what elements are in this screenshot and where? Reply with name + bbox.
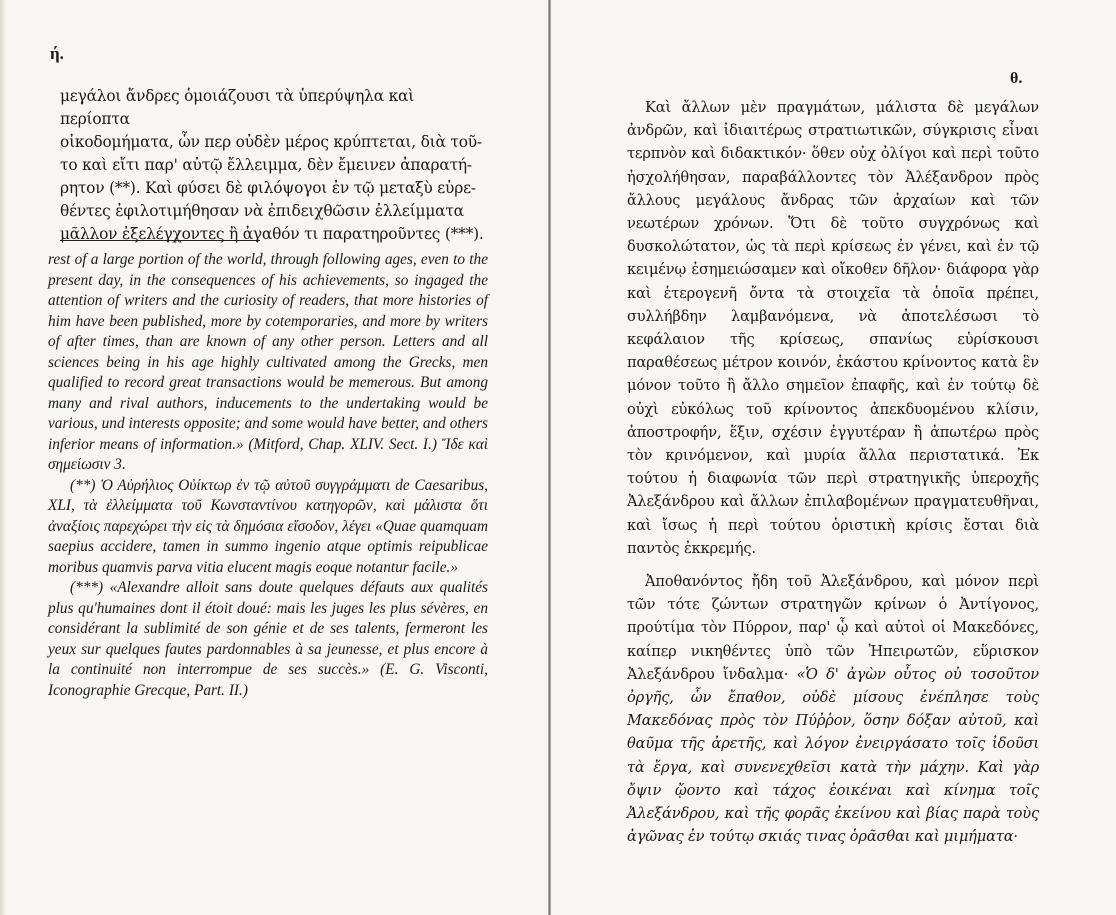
footnote-continued: rest of a large portion of the world, through following ages, even to the present day, in the consequences of his achievements, so ingaged the attention of writers and the curiosity of readers, that more histories of him have been published, more by cotemporaries, and more by writers of after times, than are known of any other person. Letters and all sciences being in his age highly cultivated among the Grecks, men qualified to record great transactions would be memerous. But among many and rival authors, inducements to the undertaking would be various, und interests opposite; and some would have better, and others inferior means of information.» (Mitford, Chap. XLIV. Sect. I.) Ἴδε καὶ σημείωσιν 3. xyxy=(48,251,488,473)
footnote-triple-star: (***) «Alexandre alloit sans doute quelques défauts aux qualités plus qu'humaines dont il étoit doué: mais les juges les plus sévères, en considérant la sublimité de son génie et de ses talents, fermeront les yeux sur quelques fautes pardonnables à sa jeunesse, et plus encore à la continuité non interrompue de ses succès.» (E. G. Visconti, Iconographie Grecque, Part. II.) xyxy=(48,579,488,699)
footnotes xyxy=(48,250,488,701)
greek-line: μᾶλλον ἐξελέγχοντες ἢ ἀγαθόν τι παρατηροῦντες (***). xyxy=(60,225,484,243)
left-greek-text xyxy=(60,85,485,246)
left-page xyxy=(0,0,548,915)
paragraph-antigonus-intro: Ἀποθανόντος ἤδη τοῦ Ἀλεξάνδρου, καὶ μόνον περὶ τῶν τότε ζώντων στρατηγῶν κρίνων ὁ Ἀντίγονος, προύτίμα τὸν Πύρρον, παρ' ᾧ καὶ αὐτοὶ οἱ Μακεδόνες, καίπερ νικηθέντες ὑπὸ τῶν Ἠπειρωτῶν, εὕρισκον Ἀλεξάνδρου ἴνδαλμα· xyxy=(627,573,1039,683)
greek-line: θέντες ἐφιλοτιμήθησαν νὰ ἐπιδειχθῶσιν ἐλλείμματα xyxy=(60,202,464,220)
greek-line: οἰκοδομήματα, ὧν περ οὐδὲν μέρος κρύπτεται, διὰ τοῦ- xyxy=(60,133,482,151)
footnote-double-star: (**) Ὁ Αὐρήλιος Οὐίκτωρ ἐν τῷ αὐτοῦ συγγράμματι de Caesaribus, XLI, τὰ ἐλλείμματα τοῦ Κωνσταντίνου κατηγορῶν, καὶ μάλιστα ὅτι ἀναξίοις παρεχώρει τὴν εἰς τὰ δημόσια εἴσοδον, λέγει «Quae quamquam saepius accidere, tamen in summo ingenio atque optimis reipublicae moribus quamvis parva vitia elucent magis eoque notantur facile.» xyxy=(48,476,488,576)
right-page-number: θ. xyxy=(1010,70,1023,87)
plutarch-quote: «Ὁ δ' ἀγὼν οὗτος οὐ τοσοῦτον ὀργῆς, ὧν ἔπαθον, οὐδὲ μίσους ἐνέπλησε τοὺς Μακεδόνας πρὸς τὸν Πύῤῥον, ὅσην δόξαν αὐτοῦ, καὶ θαῦμα τῆς ἀρετῆς, καὶ λόγον ἐνειργάσατο τοῖς ἰδοῦσι τὰ ἔργα, καὶ συνενεχθεῖσι κατὰ τὴν μάχην. Καὶ γὰρ ὄψιν ᾤοντο καὶ τάχος ἐοικέναι καὶ κίνημα τοῖς Ἀλεξάνδρου, καὶ τῆς φορᾶς ἐκείνου καὶ βίας παρὰ τοὺς ἀγῶνας ἐν τούτῳ σκιάς τινας ὁρᾶσθαι καὶ μιμήματα· xyxy=(627,665,1039,846)
paragraph-comparison: Καὶ ἄλλων μὲν πραγμάτων, μάλιστα δὲ μεγάλων ἀνδρῶν, καὶ ἰδιαιτέρως στρατιωτικῶν, σύγκρισις εἶναι τερπνὸν καὶ διδακτικόν· ὅθεν οὐχ ὀλίγοι καὶ περὶ τοῦτο ἠσχολήθησαν, παραβάλλοντες τὸν Ἀλέξανδρον πρὸς ἄλλους μεγάλους ἄνδρας τῶν ἀρχαίων καὶ τῶν νεωτέρων χρόνων. Ὅτι δὲ τοῦτο συγχρόνως καὶ δυσκολώτατον, ὡς τὰ περὶ κρίσεως ἐν γένει, καὶ ἐν τῷ κειμένῳ ἐσημειώσαμεν καὶ οἴκοθεν δῆλον· διάφορα γὰρ καὶ ἑτερογενῆ ὄντα τὰ στοιχεῖα τὰ ὁποῖα πρέπει, συλλήβδην λαμβανόμενα, νὰ ἀποτελέσωσι τὸ κεφάλαιον τῆς κρίσεως, σπανίως εὑρίσκουσι παραθέσεως μέτρον κοινόν, ἑκάστου κρίνοντος κατὰ ἓν μόνον τοῦτο ἢ ἄλλο σημεῖον ἐπαφῆς, καὶ ἐν τούτῳ δὲ οὐχὶ εὐκόλως τοῦ κρίνοντος ἀπεκδυομένου κλίσιν, ἀποστροφήν, ἕξιν, σχέσιν ἐγγυτέραν ἢ ἀπωτέρω πρὸς τὸν κρινόμενον, καὶ μυρία ἄλλα περιστατικά. Ἐκ τούτου ἡ διαφωνία τῶν περὶ στρατηγικῆς ὑπεροχῆς Ἀλεξάνδρου καὶ ἄλλων ἐπιλαβομένων πραγματευθῆναι, καὶ ἴσως ἡ περὶ τούτου ὁριστικὴ κρίσις ἔσται διὰ παντὸς ἐκκρεμής. xyxy=(627,99,1039,557)
footnote-divider xyxy=(60,240,260,241)
left-page-number: ή. xyxy=(50,44,64,63)
paragraph-gap xyxy=(627,560,1039,570)
book-gutter xyxy=(548,0,551,915)
right-page xyxy=(552,0,1116,915)
paragraph-antigonus xyxy=(627,570,1039,848)
greek-line: μεγάλοι ἄνδρες ὁμοιάζουσι τὰ ὑπερύψηλα καὶ περίοπτα xyxy=(60,87,415,128)
right-body-text xyxy=(627,96,1039,849)
greek-line: το καὶ εἴτι παρ' αὐτῷ ἔλλειμμα, δὲν ἔμεινεν ἀπαρατή- xyxy=(60,156,472,174)
greek-line: ρητον (**). Καὶ φύσει δὲ φιλόψογοι ἐν τῷ μεταξὺ εὑρε- xyxy=(60,179,476,197)
